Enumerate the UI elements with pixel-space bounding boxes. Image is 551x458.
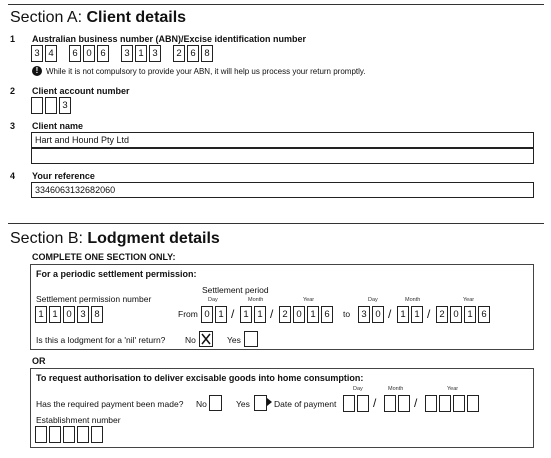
digit-box[interactable]: 8 — [91, 306, 103, 323]
payment-year-caption: Year — [447, 386, 459, 392]
digit-box[interactable]: 6 — [69, 45, 81, 62]
establishment-number-field[interactable] — [35, 426, 105, 443]
payment-yes-checkbox[interactable] — [254, 395, 267, 411]
digit-box[interactable]: 1 — [240, 306, 252, 323]
digit-box[interactable]: 1 — [35, 306, 47, 323]
from-year-caption: Year — [303, 297, 315, 303]
to-month-field[interactable] — [397, 306, 425, 323]
digit-box[interactable]: 6 — [478, 306, 490, 323]
digit-box[interactable]: 0 — [450, 306, 462, 323]
payment-no-label: No — [196, 399, 207, 409]
abn-field[interactable] — [31, 45, 225, 62]
section-a-top-rule — [8, 4, 544, 5]
digit-box[interactable]: 1 — [254, 306, 266, 323]
payment-month-field[interactable] — [384, 395, 412, 412]
from-date-slash-1: / — [231, 307, 235, 321]
establishment-number-label: Establishment number — [36, 415, 121, 425]
to-year-field[interactable] — [436, 306, 492, 323]
abn-digit-group[interactable] — [31, 45, 59, 62]
digit-box[interactable] — [91, 426, 103, 443]
authorisation-heading: To request authorisation to deliver excisable goods into home consumption: — [36, 373, 364, 383]
payment-date-slash-1: / — [373, 396, 377, 410]
client-account-label: Client account number — [32, 86, 130, 96]
your-reference-field[interactable]: 3346063132682060 — [31, 182, 534, 198]
settlement-period-label: Settlement period — [202, 285, 269, 295]
digit-box[interactable] — [398, 395, 410, 412]
from-month-caption: Month — [248, 297, 264, 303]
digit-box[interactable]: 3 — [149, 45, 161, 62]
digit-box[interactable]: 1 — [411, 306, 423, 323]
client-name-label: Client name — [32, 121, 84, 131]
digit-box[interactable]: 3 — [59, 97, 71, 114]
digit-box[interactable]: 1 — [135, 45, 147, 62]
your-reference-label: Your reference — [32, 171, 95, 181]
section-a-title-strong: Client details — [86, 9, 187, 26]
periodic-heading: For a periodic settlement permission: — [36, 269, 197, 279]
digit-box[interactable]: 1 — [307, 306, 319, 323]
nil-return-question: Is this a lodgment for a 'nil' return? — [36, 335, 166, 345]
payment-day-field[interactable] — [343, 395, 371, 412]
digit-box[interactable] — [49, 426, 61, 443]
complete-one-instruction: COMPLETE ONE SECTION ONLY: — [32, 252, 176, 262]
nil-yes-checkbox[interactable] — [244, 331, 258, 347]
section-a-title — [10, 9, 186, 27]
section-b-title-lead: Section B: — [10, 230, 88, 247]
client-name-line-1[interactable]: Hart and Hound Pty Ltd — [31, 132, 534, 148]
from-day-field[interactable] — [201, 306, 229, 323]
section-b-top-rule — [8, 223, 544, 224]
from-date-slash-2: / — [270, 307, 274, 321]
client-name-line-2[interactable] — [31, 148, 534, 164]
digit-box[interactable]: 0 — [372, 306, 384, 323]
client-account-field[interactable] — [31, 97, 73, 114]
abn-label: Australian business number (ABN)/Excise identification number — [32, 34, 307, 44]
payment-year-field[interactable] — [425, 395, 481, 412]
digit-box[interactable]: 6 — [187, 45, 199, 62]
digit-box[interactable] — [439, 395, 451, 412]
checkmark-x-icon — [200, 332, 212, 346]
digit-box[interactable]: 3 — [31, 45, 43, 62]
section-a-title-lead: Section A: — [10, 9, 87, 26]
digit-box[interactable]: 2 — [173, 45, 185, 62]
digit-box[interactable]: 0 — [201, 306, 213, 323]
to-year-caption: Year — [463, 297, 475, 303]
from-label: From — [178, 309, 198, 319]
settlement-permission-label: Settlement permission number — [36, 294, 152, 304]
digit-box[interactable]: 0 — [293, 306, 305, 323]
digit-box[interactable]: 2 — [436, 306, 448, 323]
from-year-field[interactable] — [279, 306, 335, 323]
nil-no-checkbox[interactable] — [199, 331, 213, 347]
digit-box[interactable] — [63, 426, 75, 443]
digit-box[interactable]: 1 — [464, 306, 476, 323]
section-b-title — [10, 230, 220, 248]
to-label: to — [343, 309, 351, 319]
to-day-caption: Day — [368, 297, 378, 303]
abn-note: While it is not compulsory to provide your ABN, it will help us process your return promptly. — [46, 67, 366, 76]
digit-box[interactable] — [31, 97, 43, 114]
digit-box[interactable] — [384, 395, 396, 412]
abn-digit-group[interactable] — [173, 45, 215, 62]
to-date-slash-2: / — [427, 307, 431, 321]
digit-box[interactable]: 1 — [49, 306, 61, 323]
abn-digit-group[interactable] — [69, 45, 111, 62]
digit-box[interactable] — [343, 395, 355, 412]
payment-yes-label: Yes — [236, 399, 250, 409]
digit-box[interactable]: 8 — [201, 45, 213, 62]
payment-day-caption: Day — [353, 386, 363, 392]
payment-date-slash-2: / — [414, 396, 418, 410]
digit-box[interactable]: 3 — [358, 306, 370, 323]
digit-box[interactable] — [77, 426, 89, 443]
nil-no-label: No — [185, 335, 196, 345]
abn-digit-group[interactable] — [121, 45, 163, 62]
digit-box[interactable]: 2 — [279, 306, 291, 323]
to-month-caption: Month — [405, 297, 421, 303]
to-date-slash-1: / — [388, 307, 392, 321]
digit-box[interactable]: 1 — [397, 306, 409, 323]
digit-box[interactable]: 6 — [97, 45, 109, 62]
digit-box[interactable] — [453, 395, 465, 412]
settlement-permission-field[interactable] — [35, 306, 105, 323]
q1-number: 1 — [10, 34, 16, 44]
digit-box[interactable]: 4 — [45, 45, 57, 62]
q2-number: 2 — [10, 86, 16, 96]
arrow-right-icon — [267, 398, 272, 406]
digit-box[interactable]: 3 — [77, 306, 89, 323]
q4-number: 4 — [10, 171, 16, 181]
digit-box[interactable]: 1 — [215, 306, 227, 323]
payment-no-checkbox[interactable] — [209, 395, 222, 411]
digit-box[interactable]: 0 — [83, 45, 95, 62]
digit-box[interactable] — [425, 395, 437, 412]
warning-icon: ! — [32, 66, 42, 76]
digit-box[interactable]: 3 — [121, 45, 133, 62]
digit-box[interactable] — [357, 395, 369, 412]
digit-box[interactable] — [35, 426, 47, 443]
payment-question: Has the required payment been made? — [36, 399, 184, 409]
nil-yes-label: Yes — [227, 335, 241, 345]
digit-box[interactable]: 0 — [63, 306, 75, 323]
section-b-title-strong: Lodgment details — [87, 230, 220, 247]
digit-box[interactable] — [45, 97, 57, 114]
q3-number: 3 — [10, 121, 16, 131]
date-of-payment-label: Date of payment — [274, 399, 337, 409]
digit-box[interactable]: 6 — [321, 306, 333, 323]
or-label: OR — [32, 356, 46, 366]
from-month-field[interactable] — [240, 306, 268, 323]
digit-box[interactable] — [467, 395, 479, 412]
from-day-caption: Day — [208, 297, 218, 303]
payment-month-caption: Month — [388, 386, 404, 392]
to-day-field[interactable] — [358, 306, 386, 323]
